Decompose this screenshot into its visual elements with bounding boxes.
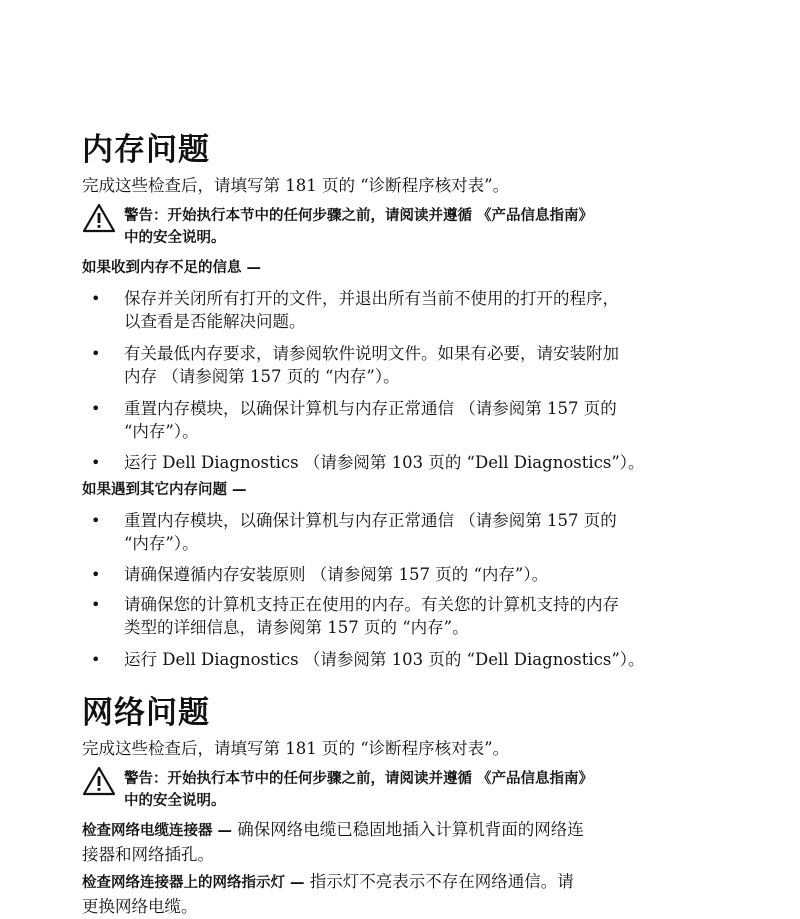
bullet-icon: •: [91, 650, 101, 669]
network-check-cable: [82, 818, 722, 867]
network-check-cable-text2: 接器和网络插孔。: [82, 845, 214, 864]
network-warning: [82, 768, 702, 812]
network-intro: 完成这些检查后，请填写第 181 页的 “诊断程序核对表”。: [82, 739, 510, 758]
network-check-indicator-text1: 指示灯不亮表示不存在网络通信。请: [304, 872, 574, 891]
network-section-title: 网络问题: [82, 695, 210, 731]
warning-triangle-icon: [82, 203, 116, 233]
list-item: • 重置内存模块，以确保计算机与内存正常通信 （请参阅第 157 页的 “内存”）。: [91, 399, 617, 441]
network-warning-text: [124, 768, 593, 812]
network-warning-line1: 警告：开始执行本节中的任何步骤之前，请阅读并遵循 《产品信息指南》: [124, 771, 594, 787]
bullet-icon: •: [91, 399, 101, 418]
memory-warning-line1: 警告：开始执行本节中的任何步骤之前，请阅读并遵循 《产品信息指南》: [124, 208, 594, 224]
list-item: • 请确保您的计算机支持正在使用的内存。有关您的计算机支持的内存 类型的详细信息，请参阅第 157 页的 “内存”。: [91, 595, 619, 637]
list-item: • 重置内存模块，以确保计算机与内存正常通信 （请参阅第 157 页的 “内存”）。: [91, 511, 617, 553]
list-item: • 有关最低内存要求，请参阅软件说明文件。如果有必要，请安装附加 内存 （请参阅第 157 页的 “内存”）。: [91, 344, 619, 386]
network-check-cable-lead: 检查网络电缆连接器 —: [82, 823, 233, 839]
bullet-icon: •: [91, 289, 101, 308]
bullet-icon: •: [91, 453, 101, 472]
memory-list-low-memory: [82, 287, 722, 481]
bullet-icon: •: [91, 511, 101, 530]
memory-warning: [82, 205, 702, 249]
list-item: • 运行 Dell Diagnostics （请参阅第 103 页的 “Dell Diagnostics”）。: [82, 451, 722, 481]
warning-triangle-icon: [82, 766, 116, 796]
bullet-icon: •: [91, 344, 101, 363]
network-check-cable-text1: 确保网络电缆已稳固地插入计算机背面的网络连: [232, 820, 584, 839]
memory-warning-text: [124, 205, 593, 249]
network-check-indicator-lead: 检查网络连接器上的网络指示灯 —: [82, 875, 305, 891]
memory-subhead-other: 如果遇到其它内存问题 —: [82, 482, 247, 498]
list-item: • 保存并关闭所有打开的文件，并退出所有当前不使用的打开的程序， 以查看是否能解决问题。: [91, 289, 619, 331]
list-item: • 请确保遵循内存安装原则 （请参阅第 157 页的 “内存”）。: [82, 563, 722, 593]
memory-intro: 完成这些检查后，请填写第 181 页的 “诊断程序核对表”。: [82, 176, 510, 195]
memory-list-other: [82, 509, 722, 678]
memory-warning-line2: 中的安全说明。: [124, 230, 226, 246]
network-check-indicator-text2: 更换网络电缆。: [82, 897, 198, 916]
memory-subhead-low-memory: 如果收到内存不足的信息 —: [82, 260, 262, 276]
list-item: • 运行 Dell Diagnostics （请参阅第 103 页的 “Dell Diagnostics”）。: [82, 648, 722, 678]
bullet-icon: •: [91, 565, 101, 584]
network-warning-line2: 中的安全说明。: [124, 793, 226, 809]
bullet-icon: •: [91, 595, 101, 614]
memory-section-title: 内存问题: [82, 132, 210, 168]
network-check-indicator: [82, 870, 722, 919]
